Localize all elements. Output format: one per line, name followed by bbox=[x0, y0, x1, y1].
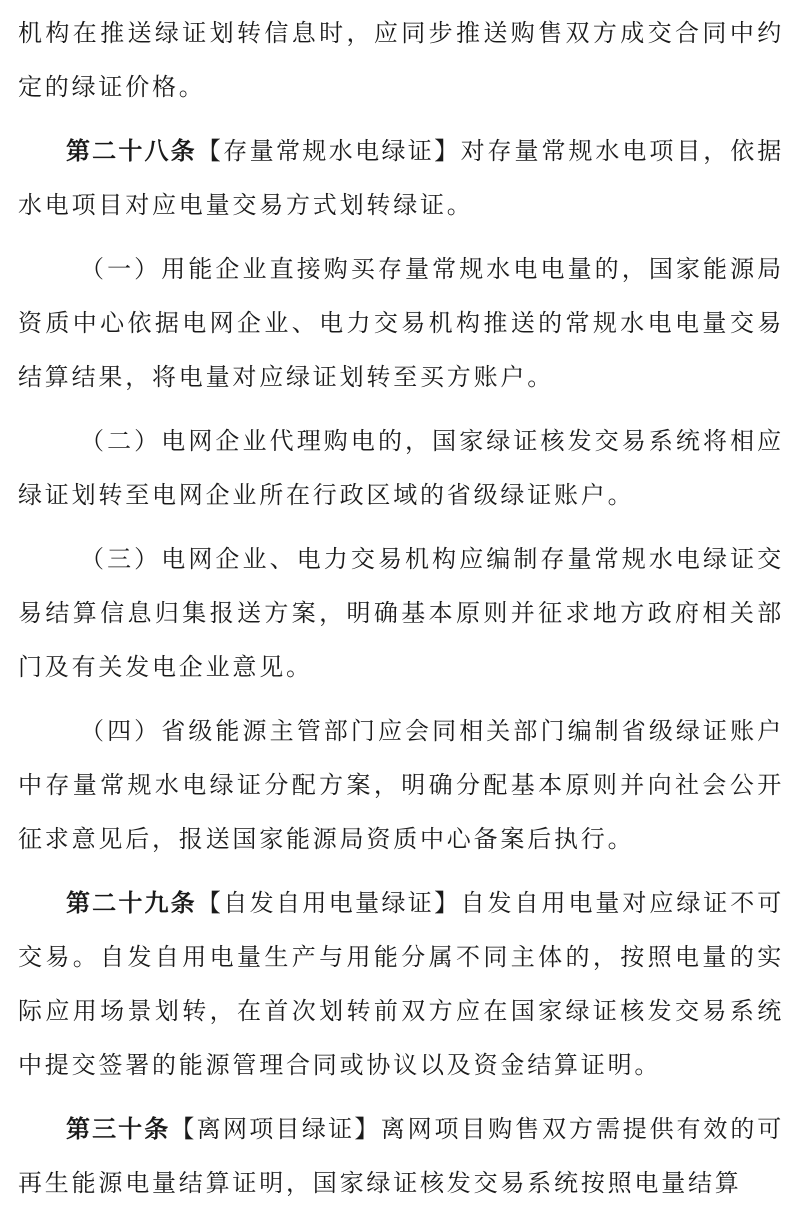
article-30-title: 【离网项目绿证】 bbox=[170, 1115, 381, 1143]
article-30 bbox=[18, 1102, 784, 1210]
article-28-item-2: （二）电网企业代理购电的，国家绿证核发交易系统将相应绿证划转至电网企业所在行政区域的省级绿证账户。 bbox=[18, 427, 784, 509]
article-29-title: 【自发自用电量绿证】 bbox=[196, 889, 461, 917]
article-29-body: 自发自用电量对应绿证不可交易。自发自用电量生产与用能分属不同主体的，按照电量的实际应用场景划转，在首次划转前双方应在国家绿证核发交易系统中提交签署的能源管理合同或协议以及资金结算证明。 bbox=[18, 889, 785, 1079]
article-28 bbox=[18, 124, 784, 232]
article-29-number: 第二十九条 bbox=[66, 889, 197, 917]
article-28-body: 对存量常规水电项目，依据水电项目对应电量交易方式划转绿证。 bbox=[18, 137, 785, 219]
article-29 bbox=[18, 876, 784, 1092]
article-28-item-1: （一）用能企业直接购买存量常规水电电量的，国家能源局资质中心依据电网企业、电力交易机构推送的常规水电电量交易结算结果，将电量对应绿证划转至买方账户。 bbox=[18, 255, 784, 391]
document-page bbox=[18, 6, 784, 1210]
article-30-body: 离网项目购售双方需提供有效的可再生能源电量结算证明，国家绿证核发交易系统按照电量结算 bbox=[18, 1115, 785, 1197]
article-28-title: 【存量常规水电绿证】 bbox=[196, 137, 461, 165]
paragraph-continuation: 机构在推送绿证划转信息时，应同步推送购售双方成交合同中约定的绿证价格。 bbox=[18, 19, 784, 101]
article-28-number: 第二十八条 bbox=[66, 137, 197, 165]
article-30-number: 第三十条 bbox=[66, 1115, 171, 1143]
article-28-item-3: （三）电网企业、电力交易机构应编制存量常规水电绿证交易结算信息归集报送方案，明确基本原则并征求地方政府相关部门及有关发电企业意见。 bbox=[18, 545, 784, 681]
article-28-item-4: （四）省级能源主管部门应会同相关部门编制省级绿证账户中存量常规水电绿证分配方案，明确分配基本原则并向社会公开征求意见后，报送国家能源局资质中心备案后执行。 bbox=[18, 717, 784, 853]
